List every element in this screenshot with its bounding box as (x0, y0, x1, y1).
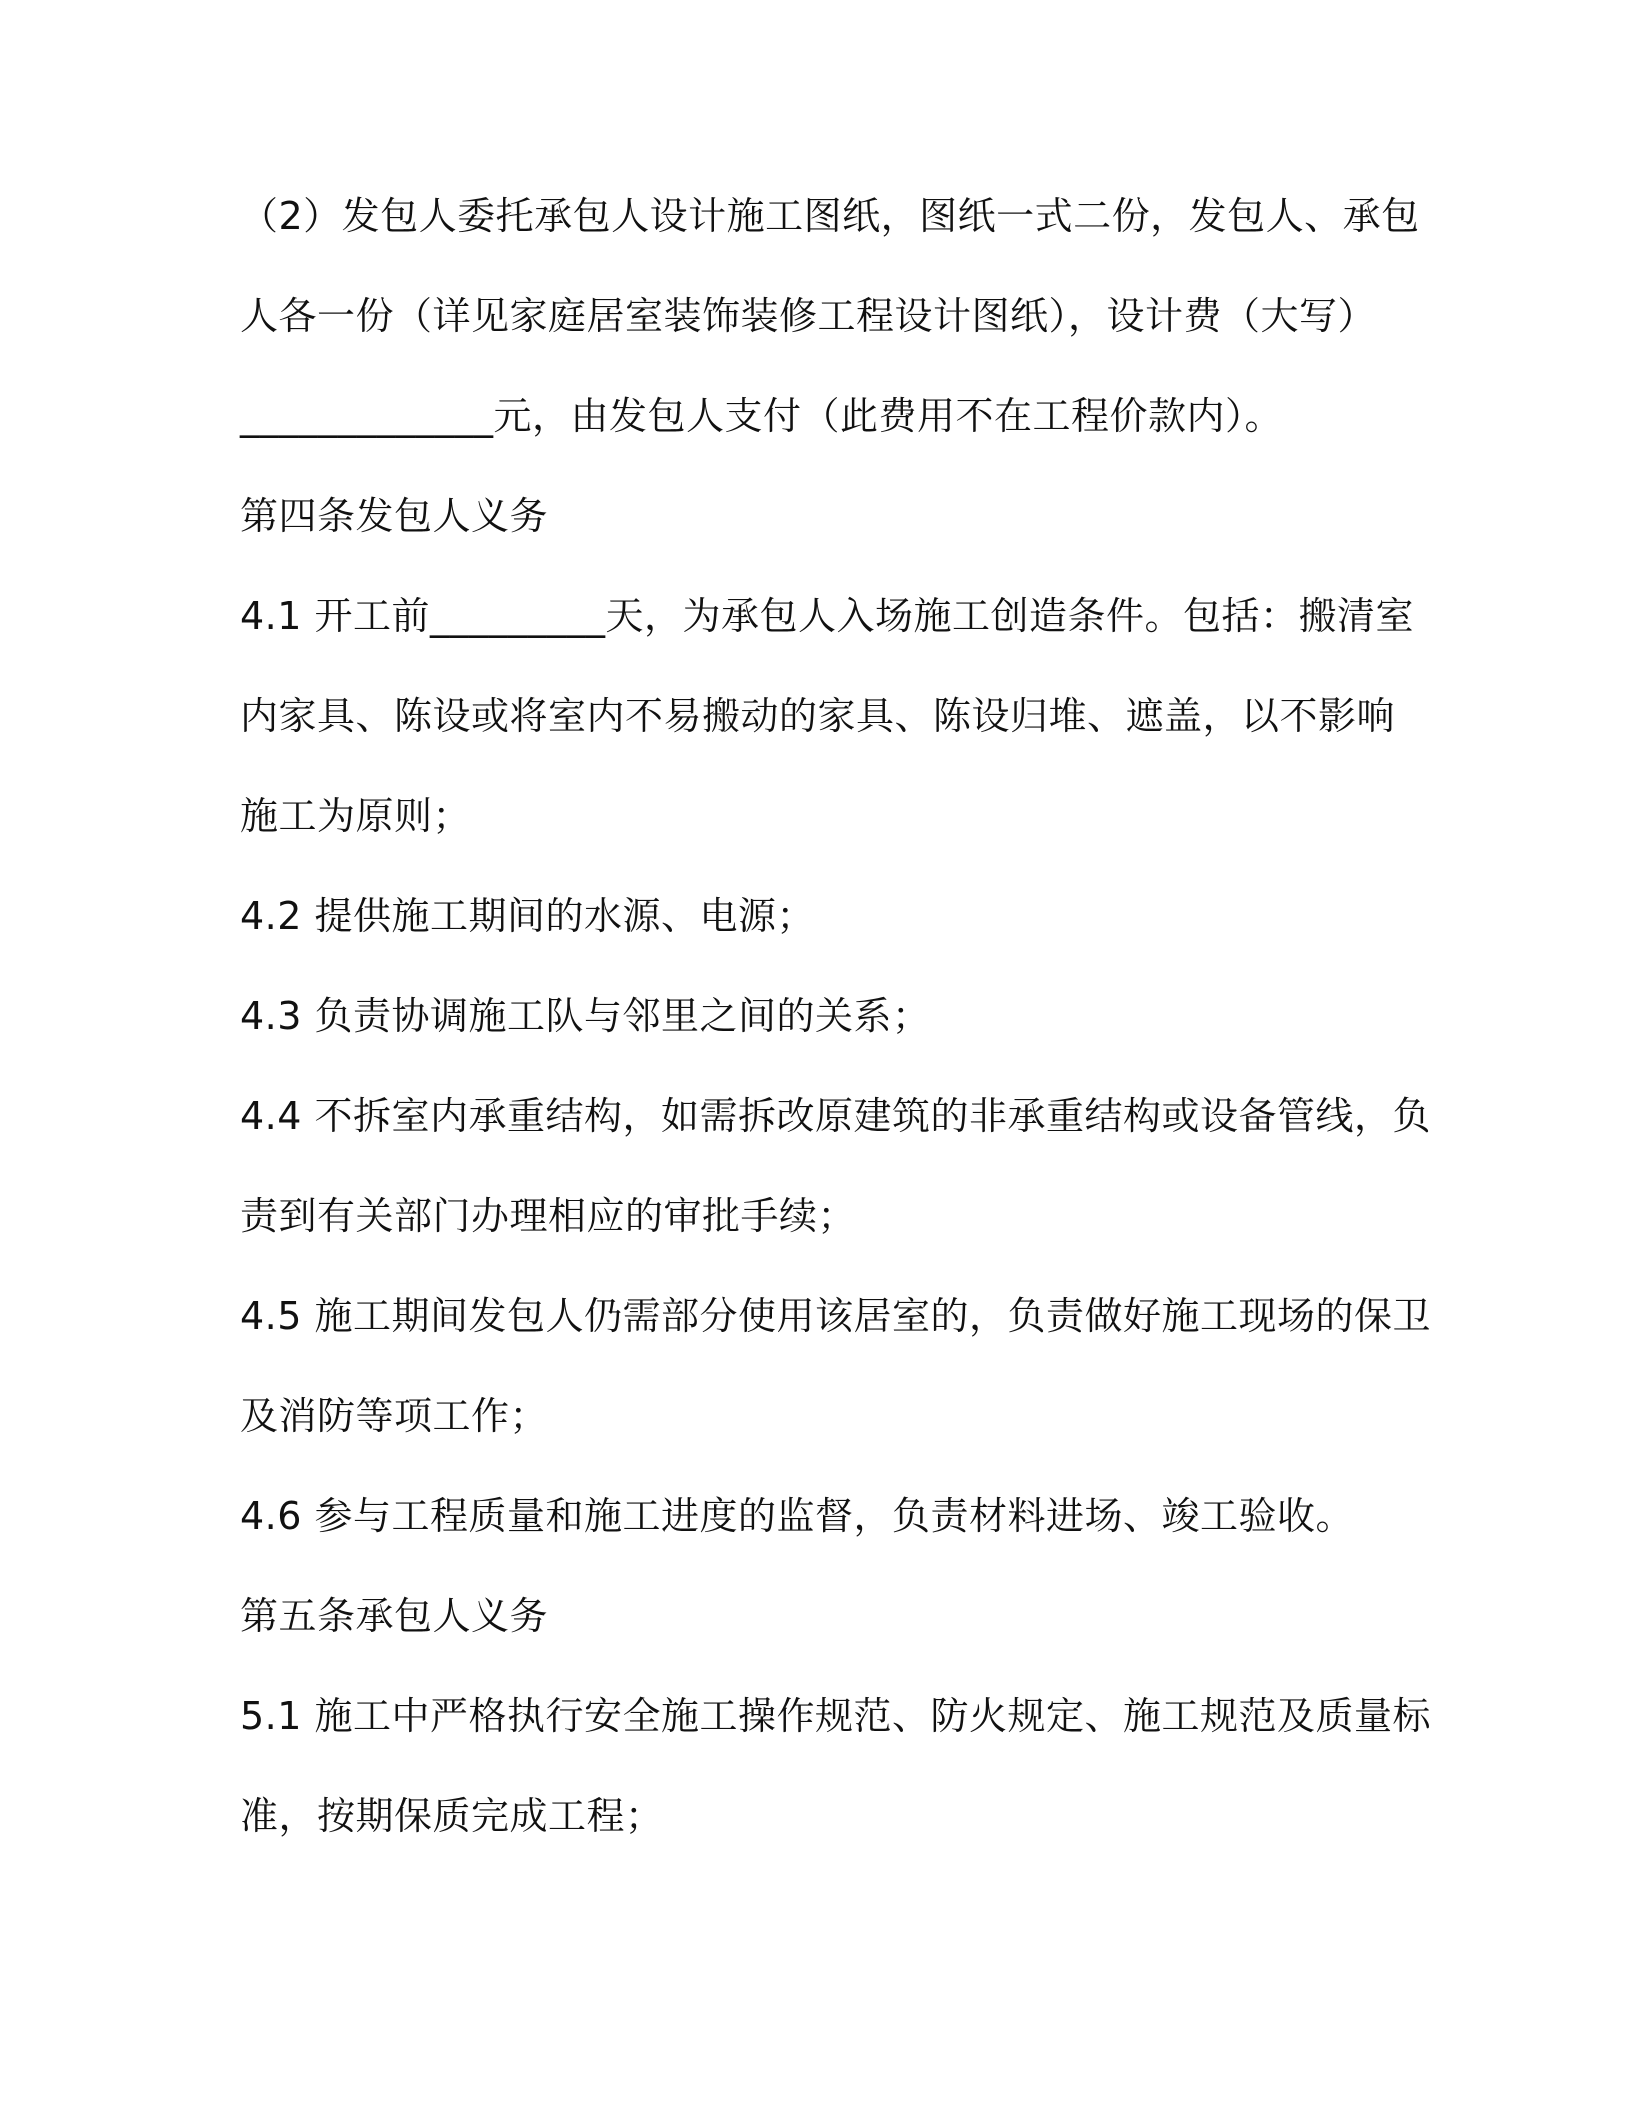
clause-4-5-line-1: 4.5 施工期间发包人仍需部分使用该居室的，负责做好施工现场的保卫 (240, 1294, 1432, 1338)
clause-3-2-line-3: _____________元，由发包人支付（此费用不在工程价款内）。 (240, 394, 1284, 438)
clause-4-1-line-3: 施工为原则； (240, 794, 472, 838)
clause-4-1-line-1: 4.1 开工前_________天，为承包人入场施工创造条件。包括：搬清室 (240, 594, 1415, 638)
clause-4-4-line-1: 4.4 不拆室内承重结构，如需拆改原建筑的非承重结构或设备管线，负 (240, 1094, 1432, 1138)
clause-3-2-line-2: 人各一份（详见家庭居室装饰装修工程设计图纸），设计费（大写） (240, 294, 1377, 338)
article-4-heading: 第四条发包人义务 (240, 494, 549, 538)
clause-3-2-line-1: （2）发包人委托承包人设计施工图纸，图纸一式二份，发包人、承包 (240, 194, 1420, 238)
clause-4-2: 4.2 提供施工期间的水源、电源； (240, 894, 816, 938)
clause-4-4-line-2: 责到有关部门办理相应的审批手续； (240, 1194, 857, 1238)
clause-5-1-line-2: 准，按期保质完成工程； (240, 1794, 664, 1838)
clause-4-6: 4.6 参与工程质量和施工进度的监督，负责材料进场、竣工验收。 (240, 1494, 1355, 1538)
clause-4-3: 4.3 负责协调施工队与邻里之间的关系； (240, 994, 931, 1038)
article-5-heading: 第五条承包人义务 (240, 1594, 549, 1638)
clause-5-1-line-1: 5.1 施工中严格执行安全施工操作规范、防火规定、施工规范及质量标 (240, 1694, 1432, 1738)
clause-4-1-line-2: 内家具、陈设或将室内不易搬动的家具、陈设归堆、遮盖，以不影响 (240, 694, 1396, 738)
clause-4-5-line-2: 及消防等项工作； (240, 1394, 549, 1438)
